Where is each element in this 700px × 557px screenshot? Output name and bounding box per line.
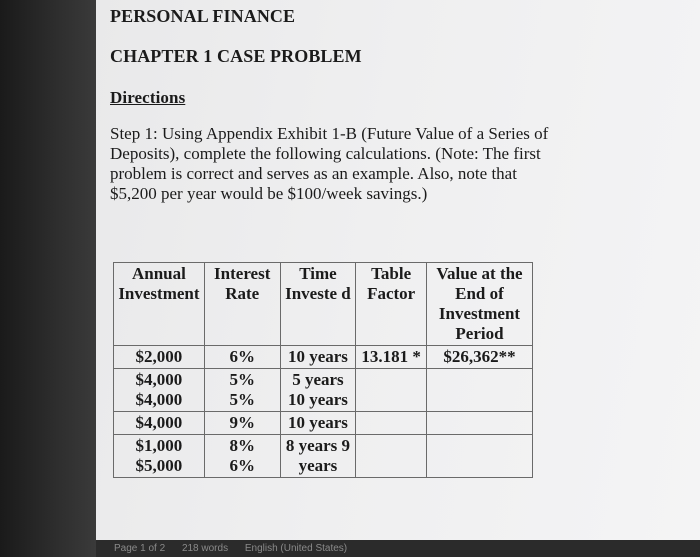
cell-rate[interactable] — [204, 346, 280, 369]
cell-investment[interactable] — [114, 346, 205, 369]
header-annual-investment: Annual Investment — [114, 263, 205, 346]
cell-factor[interactable] — [356, 369, 427, 412]
cell-value[interactable] — [426, 412, 532, 435]
table-row — [114, 346, 533, 369]
word-count[interactable]: 218 words — [181, 543, 229, 554]
investment-value: $1,000 — [135, 436, 183, 455]
status-bar — [96, 540, 700, 557]
investment-value: $4,000 — [135, 370, 183, 389]
language-indicator[interactable]: English (United States) — [244, 543, 348, 554]
doc-subtitle: CHAPTER 1 CASE PROBLEM — [110, 46, 362, 66]
document-page — [96, 0, 700, 540]
rate-value: 6% — [229, 347, 255, 366]
cell-time[interactable]: 10 years — [280, 346, 356, 369]
cell-factor[interactable] — [356, 412, 427, 435]
investment-value: $5,000 — [135, 456, 183, 475]
doc-title: PERSONAL FINANCE — [110, 6, 296, 26]
header-table-factor: Table Factor — [356, 263, 427, 346]
cell-rate[interactable] — [204, 412, 280, 435]
rate-value: 6% — [229, 456, 255, 475]
investment-value: $2,000 — [135, 347, 183, 366]
section-heading: Directions — [110, 88, 186, 107]
cell-investment[interactable] — [114, 435, 205, 478]
investment-value: $4,000 — [135, 413, 183, 432]
cell-factor[interactable]: 13.181 * — [356, 346, 427, 369]
cell-time[interactable]: 8 years 9 years — [280, 435, 356, 478]
cell-rate[interactable] — [204, 369, 280, 412]
cell-time[interactable]: 10 years — [280, 412, 356, 435]
cell-value[interactable]: $26,362** — [426, 346, 532, 369]
header-end-value: Value at the End of Investment Period — [426, 263, 532, 346]
table-row — [114, 435, 533, 478]
rate-value: 8% — [229, 436, 255, 455]
rate-value: 5% — [229, 370, 255, 389]
calculation-table — [113, 262, 533, 478]
table-header-row — [114, 263, 533, 346]
table-row — [114, 412, 533, 435]
cell-value[interactable] — [426, 435, 532, 478]
cell-time[interactable]: 5 years 10 years — [280, 369, 356, 412]
header-interest-rate: Interest Rate — [204, 263, 280, 346]
cell-factor[interactable] — [356, 435, 427, 478]
rate-value: 5% — [229, 390, 255, 409]
cell-investment[interactable] — [114, 369, 205, 412]
investment-value: $4,000 — [135, 390, 183, 409]
cell-investment[interactable] — [114, 412, 205, 435]
rate-value: 9% — [229, 413, 255, 432]
screen-bezel — [0, 0, 96, 557]
cell-value[interactable] — [426, 369, 532, 412]
table-row — [114, 369, 533, 412]
cell-rate[interactable] — [204, 435, 280, 478]
directions-paragraph: Step 1: Using Appendix Exhibit 1-B (Future Value of a Series of Deposits), complete the following calculations. (Note: The first problem is correct and serves as an example. Also, note that $5,200 per year would be $100/week savings.) — [110, 124, 549, 203]
header-time-invested: Time Investe d — [280, 263, 356, 346]
page-indicator[interactable]: Page 1 of 2 — [114, 543, 166, 554]
